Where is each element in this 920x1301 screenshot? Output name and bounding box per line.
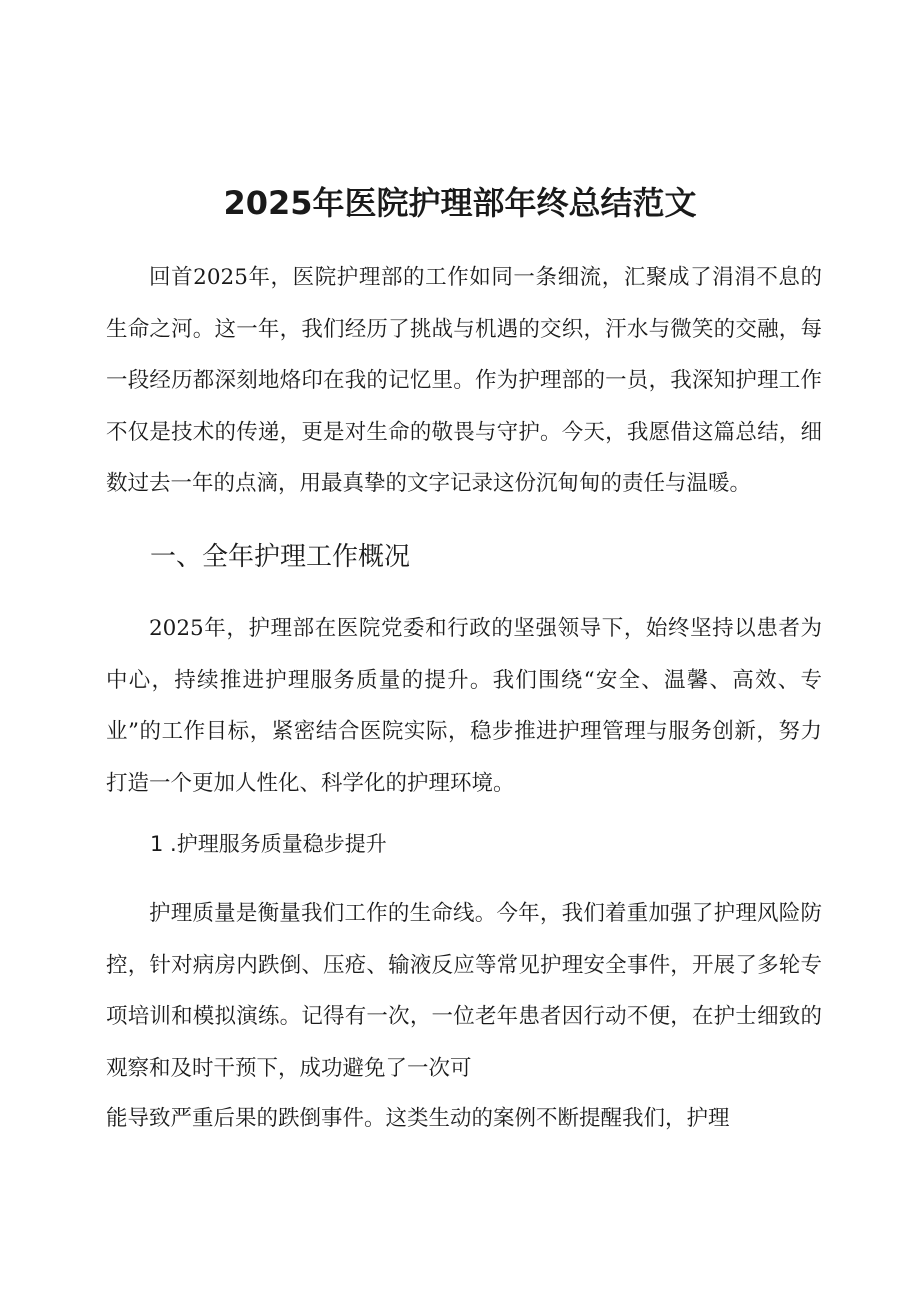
overview-paragraph: 2025年，护理部在医院党委和行政的坚强领导下，始终坚持以患者为中心，持续推进护理服务质量的提升。我们围绕“安全、温馨、高效、专业”的工作目标，紧密结合医院实际，稳步推进护理管理与服务创新，努力打造一个更加人性化、科学化的护理环境。 [106, 616, 822, 796]
subsection-heading-quality: 1 .护理服务质量稳步提升 [150, 832, 387, 856]
document-title: 2025年医院护理部年终总结范文 [223, 184, 697, 222]
section-heading-overview: 一、全年护理工作概况 [150, 542, 411, 572]
quality-paragraph: 护理质量是衡量我们工作的生命线。今年，我们着重加强了护理风险防控，针对病房内跌倒、压疮、输液反应等常见护理安全事件，开展了多轮专项培训和模拟演练。记得有一次，一位老年患者因行动不便，在护士细致的观察和及时干预下，成功避免了一次可 [106, 901, 822, 1081]
intro-paragraph: 回首2025年，医院护理部的工作如同一条细流，汇聚成了涓涓不息的生命之河。这一年，我们经历了挑战与机遇的交织，汗水与微笑的交融，每一段经历都深刻地烙印在我的记忆里。作为护理部的一员，我深知护理工作不仅是技术的传递，更是对生命的敬畏与守护。今天，我愿借这篇总结，细数过去一年的点滴，用最真挚的文字记录这份沉甸甸的责任与温暖。 [106, 265, 822, 496]
quality-paragraph-continuation: 能导致严重后果的跌倒事件。这类生动的案例不断提醒我们，护理 [106, 1106, 730, 1131]
